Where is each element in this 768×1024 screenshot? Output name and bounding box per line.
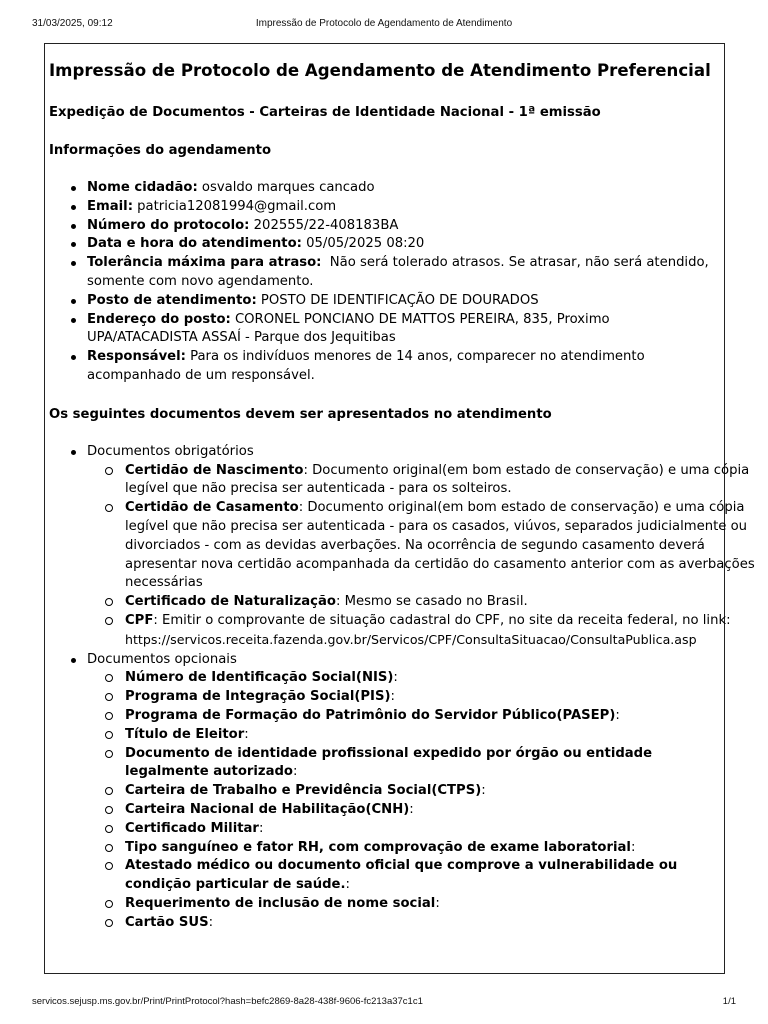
cpf-link: https://servicos.receita.fazenda.gov.br/Servicos/CPF/ConsultaSituacao/ConsultaPublica.asp bbox=[125, 631, 697, 647]
info-value: patricia12081994@gmail.com bbox=[132, 198, 337, 214]
doc-description: : bbox=[435, 895, 440, 911]
mandatory-doc-item bbox=[87, 612, 768, 651]
info-item-data-hora bbox=[49, 235, 714, 254]
protocol-content bbox=[49, 60, 755, 932]
doc-description: : bbox=[390, 689, 395, 705]
doc-description: : bbox=[615, 707, 620, 723]
optional-doc-item bbox=[87, 745, 739, 783]
doc-description: : bbox=[258, 820, 264, 836]
mandatory-documents-group bbox=[49, 443, 755, 651]
optional-doc-item bbox=[87, 820, 739, 839]
info-label: Responsável: bbox=[87, 349, 186, 365]
doc-description: : bbox=[393, 670, 398, 686]
info-heading: Informações do agendamento bbox=[49, 143, 272, 158]
page-title: Impressão de Protocolo de Agendamento de Atendimento Preferencial bbox=[49, 61, 711, 80]
optional-documents-group bbox=[49, 651, 739, 933]
service-title: Expedição de Documentos - Carteiras de Identidade Nacional - 1ª emissão bbox=[49, 105, 601, 120]
doc-description: : Emitir o comprovante de situação cadastral do CPF, no site da receita federal, no link: bbox=[153, 612, 731, 628]
document-groups bbox=[49, 443, 755, 933]
doc-description: : Documento original(em bom estado de conservação) e uma cópia legível que não precisa ser autenticada - para os solteiros. bbox=[125, 462, 750, 497]
doc-label: Atestado médico ou documento oficial que comprove a vulnerabilidade ou condição particular de saúde. bbox=[125, 858, 678, 893]
print-page-title: Impressão de Protocolo de Agendamento de Atendimento bbox=[255, 18, 513, 29]
doc-label: Número de Identificação Social(NIS) bbox=[125, 670, 394, 686]
optional-doc-item bbox=[87, 857, 739, 895]
doc-label: Título de Eleitor bbox=[125, 726, 245, 742]
mandatory-doc-item bbox=[87, 499, 768, 593]
info-item-posto bbox=[49, 292, 714, 311]
print-date: 31/03/2025, 09:12 bbox=[32, 18, 113, 29]
info-label: Nome cidadão: bbox=[87, 180, 198, 195]
doc-description: : Documento original(em bom estado de conservação) e uma cópia legível que não precisa ser autenticada - para os casados, viúvos, separados judicialmente ou divorciados - com as devidas averbações. Na ocorrência de segundo casamento deverá apresentar nova certidão acompanhada da certidão do casamento anterior com as averbações necessárias bbox=[125, 500, 755, 591]
doc-description: : bbox=[409, 801, 414, 817]
info-value: osvaldo marques cancado bbox=[197, 180, 375, 195]
doc-label: Certidão de Casamento bbox=[125, 500, 299, 516]
doc-description: : bbox=[293, 764, 298, 780]
info-label: Tolerância máxima para atraso: bbox=[87, 255, 322, 271]
print-url: servicos.sejusp.ms.gov.br/Print/PrintProtocol?hash=befc2869-8a28-438f-9606-fc213a37c1c1 bbox=[32, 996, 423, 1007]
optional-doc-item bbox=[87, 726, 739, 745]
mandatory-documents-label: Documentos obrigatórios bbox=[87, 443, 254, 459]
doc-label: Certificado de Naturalização bbox=[125, 594, 336, 610]
doc-description: : bbox=[481, 783, 486, 799]
print-header bbox=[0, 0, 768, 40]
optional-doc-item bbox=[87, 669, 739, 688]
doc-label: Certificado Militar bbox=[125, 820, 259, 836]
info-value: Não será tolerado atrasos. Se atrasar, não será atendido, somente com novo agendamento. bbox=[87, 255, 713, 289]
doc-label: Cartão SUS bbox=[125, 914, 209, 930]
doc-label: Documento de identidade profissional expedido por órgão ou entidade legalmente autorizado bbox=[125, 745, 653, 780]
print-footer bbox=[0, 992, 768, 1012]
mandatory-documents-list bbox=[87, 462, 755, 651]
doc-description: : Mesmo se casado no Brasil. bbox=[335, 594, 528, 610]
info-item-endereco bbox=[49, 311, 714, 349]
optional-doc-item bbox=[87, 707, 739, 726]
doc-label: Programa de Formação do Patrimônio do Servidor Público(PASEP) bbox=[125, 707, 616, 723]
doc-label: CPF bbox=[125, 612, 154, 628]
optional-documents-list bbox=[87, 669, 739, 932]
optional-doc-item bbox=[87, 782, 739, 801]
optional-doc-item bbox=[87, 801, 739, 820]
page-count: 1/1 bbox=[722, 996, 736, 1007]
doc-label: Programa de Integração Social(PIS) bbox=[125, 689, 391, 705]
doc-description: : bbox=[208, 914, 214, 930]
mandatory-doc-item bbox=[87, 593, 768, 612]
info-item-tolerancia bbox=[49, 254, 714, 292]
info-item-responsavel bbox=[49, 348, 714, 386]
optional-documents-label: Documentos opcionais bbox=[87, 651, 237, 667]
info-label: Data e hora do atendimento: bbox=[87, 236, 302, 252]
optional-doc-item bbox=[87, 688, 739, 707]
doc-label: Certidão de Nascimento bbox=[125, 462, 304, 478]
info-label: Email: bbox=[87, 198, 133, 214]
info-label: Endereço do posto: bbox=[87, 311, 231, 327]
optional-doc-item bbox=[87, 895, 739, 914]
info-item-nome bbox=[49, 179, 714, 198]
optional-doc-item bbox=[87, 914, 739, 933]
info-item-protocolo bbox=[49, 217, 714, 236]
doc-label: Carteira Nacional de Habilitação(CNH) bbox=[125, 801, 410, 817]
doc-label: Carteira de Trabalho e Previdência Social(CTPS) bbox=[125, 783, 482, 799]
doc-label: Tipo sanguíneo e fator RH, com comprovação de exame laboratorial bbox=[125, 839, 631, 855]
info-label: Número do protocolo: bbox=[87, 217, 250, 233]
doc-description: : bbox=[630, 839, 636, 855]
info-value: 05/05/2025 08:20 bbox=[301, 236, 425, 252]
appointment-info-list bbox=[49, 179, 739, 386]
info-value: 202555/22-408183BA bbox=[249, 217, 399, 233]
mandatory-doc-item bbox=[87, 462, 768, 500]
info-item-email bbox=[49, 198, 714, 217]
info-value: Para os indivíduos menores de 14 anos, comparecer no atendimento acompanhado de um responsável. bbox=[87, 349, 645, 383]
documents-heading: Os seguintes documentos devem ser apresentados no atendimento bbox=[49, 406, 552, 422]
optional-doc-item bbox=[87, 839, 739, 858]
doc-description: : bbox=[244, 726, 249, 742]
doc-description: : bbox=[345, 877, 350, 893]
info-value: CORONEL PONCIANO DE MATTOS PEREIRA, 835, Proximo UPA/ATACADISTA ASSAÍ - Parque dos Jequitibas bbox=[87, 311, 610, 346]
info-value: POSTO DE IDENTIFICAÇÃO DE DOURADOS bbox=[256, 292, 539, 308]
info-label: Posto de atendimento: bbox=[87, 292, 257, 308]
doc-label: Requerimento de inclusão de nome social bbox=[125, 895, 436, 911]
